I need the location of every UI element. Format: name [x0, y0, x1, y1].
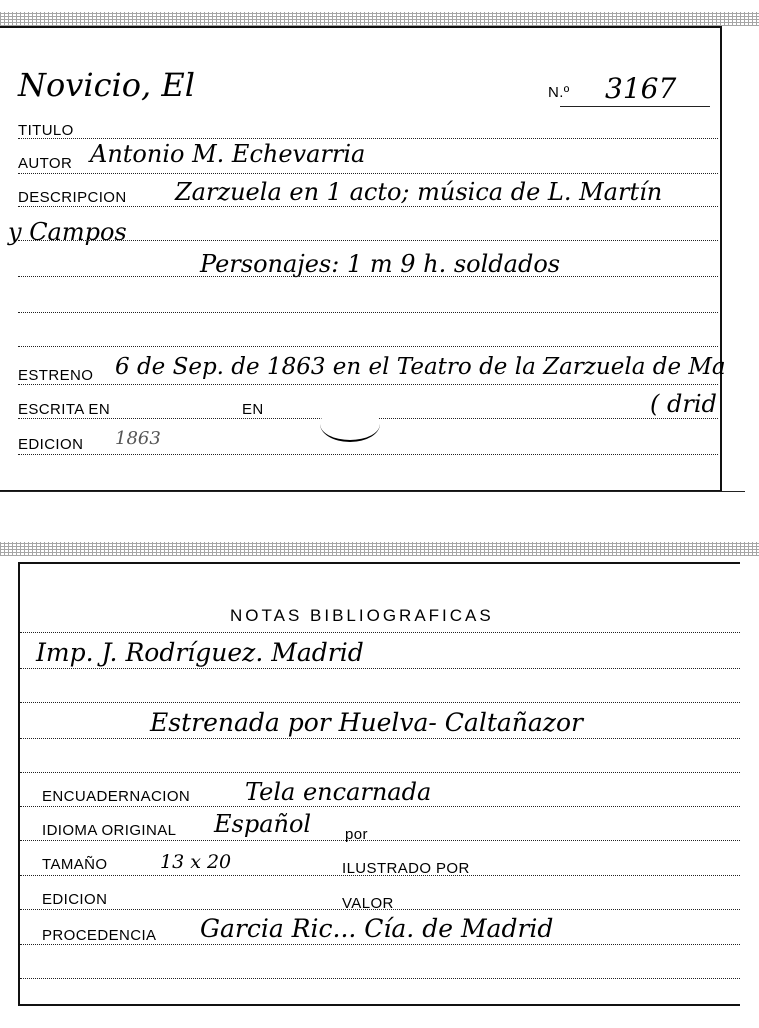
number-value: 3167	[605, 72, 677, 105]
en-label: EN	[242, 401, 264, 418]
page-divider	[0, 491, 745, 492]
idioma-label: IDIOMA ORIGINAL	[42, 822, 177, 839]
escrita-en-value: ( drid	[650, 390, 717, 418]
encuadernacion-label: ENCUADERNACION	[42, 788, 191, 805]
encuadernacion-value: Tela encarnada	[245, 778, 432, 806]
escrita-en-label: ESCRITA EN	[18, 401, 111, 418]
top-edge-speckle	[0, 12, 759, 26]
descripcion-label: DESCRIPCION	[18, 189, 127, 206]
descripcion-value-1: Zarzuela en 1 acto; música de L. Martín	[175, 178, 663, 206]
catalog-card-bottom	[18, 562, 740, 1006]
procedencia-label: PROCEDENCIA	[42, 927, 157, 944]
valor-label: VALOR	[342, 895, 394, 912]
tamano-value: 13 x 20	[160, 851, 232, 873]
descripcion-value-2: y Campos	[8, 218, 127, 246]
autor-value: Antonio M. Echevarria	[90, 140, 366, 168]
notes-line-2: Estrenada por Huelva- Caltañazor	[150, 708, 583, 737]
titulo-label: TITULO	[18, 122, 74, 139]
catalog-card-top	[0, 26, 726, 492]
idioma-value: Español	[214, 810, 312, 838]
edicion-label: EDICION	[18, 436, 84, 453]
procedencia-value: Garcia Ric... Cía. de Madrid	[200, 914, 554, 943]
edicion-label-bottom: EDICION	[42, 891, 108, 908]
estreno-value: 6 de Sep. de 1863 en el Teatro de la Zarzuela de Ma	[115, 354, 726, 380]
tamano-label: TAMAÑO	[42, 856, 108, 873]
card-title-handwritten: Novicio, El	[18, 66, 195, 104]
bottom-edge-speckle	[0, 542, 759, 556]
ilustrado-label: ILUSTRADO POR	[342, 860, 470, 877]
notes-line-1: Imp. J. Rodríguez. Madrid	[36, 638, 364, 667]
edicion-value: 1863	[115, 428, 161, 449]
autor-label: AUTOR	[18, 155, 73, 172]
notas-heading: NOTAS BIBLIOGRAFICAS	[230, 606, 494, 625]
estreno-label: ESTRENO	[18, 367, 94, 384]
personajes-value: Personajes: 1 m 9 h. soldados	[200, 250, 561, 278]
number-label: N.º	[548, 84, 570, 101]
por-label: por	[345, 826, 368, 843]
ink-blot	[320, 406, 380, 442]
